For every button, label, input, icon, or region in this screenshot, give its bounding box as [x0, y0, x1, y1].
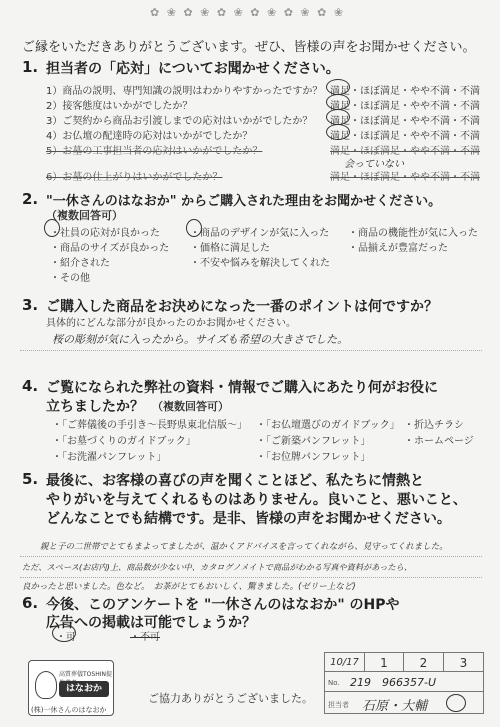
q2-option-1-label: 社員の応対が良かった [60, 228, 160, 239]
q3-answer-line [20, 350, 482, 351]
q4-title-line1: ご覧になられた弊社の資料・情報でご購入にあたり何がお役に [46, 380, 438, 396]
q2-option-5: ・価格に満足した [190, 243, 270, 254]
no-value: 219 966357-U [350, 676, 437, 689]
q2-option-3-label: 商品の機能性が気に入った [358, 228, 478, 239]
q1-row-1-circle [326, 79, 350, 95]
q3-answer: 桜の彫刻が気に入ったから。サイズも希望の大きさでした。 [52, 333, 349, 346]
q1-row-6 [46, 168, 486, 182]
q2-option-9-label: その他 [60, 273, 90, 284]
q6-option-no: ・不可 [130, 632, 160, 643]
q1-row-4 [46, 127, 486, 141]
q4-option-3: ・折込チラシ [404, 420, 464, 431]
q4-option-5: ・「ご新築パンフレット」 [256, 436, 371, 447]
q1-row-2-circle [326, 94, 350, 110]
q1-row-2-text: 2）接客態度はいかがでしたか？ [46, 101, 193, 112]
mascot-icon [35, 671, 57, 699]
q2-option-7: ・紹介された [50, 258, 110, 269]
q1-row-1 [46, 82, 486, 96]
q1-row-1-rating: 満足・ほぼ満足・やや不満・不満 [330, 86, 480, 97]
q1-row-6-rating: 満足・ほぼ満足・やや不満・不満 [330, 172, 480, 183]
q5-answer-line3: 良かったと思いました。色など。 お茶がとてもおいしく、驚きました。(ゼリー上など) [22, 582, 356, 592]
q6-option-yes-label: 可 [66, 632, 76, 643]
q2-option-1: ・社員の応対が良かった [50, 228, 160, 239]
no-label: No. [328, 679, 340, 687]
q2-number: 2. [22, 190, 39, 208]
staff-seal [446, 694, 466, 712]
q4-option-5-label: 「ご新築パンフレット」 [266, 436, 371, 447]
thanks-text: ご協力ありがとうございました。 [148, 692, 313, 705]
q5-title-line2: やりがいを与えてくれるものはありません。良いこと、悪いこと、 [46, 492, 467, 508]
q1-row-5 [46, 142, 486, 156]
q2-option-2: ・商品のデザインが気に入った [190, 228, 330, 239]
q5-title-line1: 最後に、お客様の喜びの声を聞くことほど、私たちに情熱と [46, 473, 424, 489]
q4-title-line2: 立ちましたか？ [46, 399, 144, 415]
q5-answer-line1: 親と子の二世帯でとてもまよってましたが、温かくアドバイスを言ってくれながら、見守ってくれました。 [40, 542, 448, 552]
q2-sub: （複数回答可） [46, 209, 123, 222]
q1-title: 担当者の「応対」についてお聞かせください。 [46, 61, 340, 77]
q5-answer-rule-2 [20, 577, 482, 578]
q2-title: "一休さんのはなおか" からご購入された理由をお聞かせください。 [46, 194, 442, 209]
q4-option-4: ・「お墓づくりのガイドブック」 [52, 436, 196, 447]
logo-name: はなおか [59, 681, 109, 697]
q3-number: 3. [22, 296, 39, 314]
staff-label: 担当者 [328, 701, 349, 709]
q1-row-4-circle [326, 124, 350, 140]
q1-row-5-text: 5）お墓の工事担当者の応対はいかがでしたか？ [46, 146, 263, 157]
q4-option-3-label: 折込チラシ [414, 420, 464, 431]
q3-sub: 具体的にどんな部分が良かったのかお聞かせください。 [46, 318, 296, 329]
q2-option-6-label: 品揃えが豊富だった [358, 243, 448, 254]
q2-option-9: ・その他 [50, 273, 90, 284]
q4-option-4-label: 「お墓づくりのガイドブック」 [62, 436, 196, 447]
q4-number: 4. [22, 377, 39, 395]
staff-value: 石原・大輔 [362, 699, 428, 714]
q1-row-3-text: 3）ご契約から商品お引渡しまでの応対はいかがでしたか？ [46, 116, 313, 127]
q6-option-yes-circle [52, 624, 76, 642]
q2-option-1-circle [44, 219, 60, 237]
q4-option-2-label: 「お仏壇選びのガイドブック」 [266, 420, 400, 431]
decorative-header: ✿ ❀ ✿ ❀ ✿ ❀ ✿ ❀ ✿ ❀ ✿ ❀ [150, 6, 346, 19]
q6-title-line1: 今後、このアンケートを "一休さんのはなおか" のHPや [46, 597, 400, 613]
q1-row-4-text: 4）お仏壇の配達時の応対はいかがでしたか？ [46, 131, 253, 142]
q3-title: ご購入した商品をお決めになった一番のポイントは何ですか？ [46, 299, 438, 315]
box-3: 3 [444, 652, 484, 672]
q1-row-3-rating: 満足・ほぼ満足・やや不満・不満 [330, 116, 480, 127]
q1-number: 1. [22, 58, 39, 76]
q4-option-8: ・「お位牌パンフレット」 [256, 452, 371, 463]
q5-number: 5. [22, 470, 39, 488]
q2-option-4: ・商品のサイズが良かった [50, 243, 170, 254]
q1-row-2-rating: 満足・ほぼ満足・やや不満・不満 [330, 101, 480, 112]
q5-title-line3: どんなことでも結構です。是非、皆様の声をお聞かせください。 [46, 511, 451, 527]
q1-row-6-text: 6）お墓の仕上がりはいかがでしたか？ [46, 172, 223, 183]
q6-title-line2: 広告への掲載は可能でしょうか？ [46, 615, 256, 631]
q2-option-8-label: 不安や悩みを解決してくれた [200, 258, 330, 269]
q4-option-6: ・ホームページ [404, 436, 474, 447]
q1-row-2 [46, 97, 486, 111]
intro-text: ご縁をいただきありがとうございます。ぜひ、皆様の声をお聞かせください。 [22, 40, 476, 55]
q4-option-7-label: 「お洗濯パンフレット」 [62, 452, 167, 463]
q2-option-2-label: 商品のデザインが気に入った [200, 228, 330, 239]
q1-row-1-text: 1）商品の説明、専門知識の説明はわかりやすかったですか？ [46, 86, 323, 97]
q2-option-2-circle [186, 219, 202, 237]
box-2: 2 [404, 652, 444, 672]
q1-row-3 [46, 112, 486, 126]
q1-row-3-circle [326, 109, 350, 125]
date-cell: 10/17 [324, 652, 364, 672]
q6-option-no-label: 不可 [140, 632, 160, 643]
q2-option-8: ・不安や悩みを解決してくれた [190, 258, 330, 269]
q2-option-6: ・品揃えが豊富だった [348, 243, 448, 254]
q5-answer-line2: ただ、スペース(お店内)上、商品数が少ない中、カタログノメイトで商品がわかる写真や資料があったら、 [22, 562, 413, 572]
q4-option-6-label: ホームページ [414, 436, 474, 447]
company-logo [28, 660, 114, 716]
q1-row-5-rating: 満足・ほぼ満足・やや不満・不満 [330, 146, 480, 157]
q6-option-yes: ・可 [56, 632, 76, 643]
box-1: 1 [364, 652, 404, 672]
q4-sub: （複数回答可） [152, 400, 229, 413]
q2-option-4-label: 商品のサイズが良かった [60, 243, 170, 254]
q4-option-7: ・「お洗濯パンフレット」 [52, 452, 167, 463]
q4-option-2: ・「お仏壇選びのガイドブック」 [256, 420, 400, 431]
q2-option-3: ・商品の機能性が気に入った [348, 228, 478, 239]
q5-answer-rule-1 [20, 556, 482, 557]
q4-option-8-label: 「お位牌パンフレット」 [266, 452, 371, 463]
q4-option-1-label: 「ご葬儀後の手引き～長野県東北信版～」 [62, 420, 247, 431]
logo-top-text: 高質葬儀TOSHIN提 [59, 671, 112, 678]
q2-option-7-label: 紹介された [60, 258, 110, 269]
q4-option-1: ・「ご葬儀後の手引き～長野県東北信版～」 [52, 420, 247, 431]
logo-caption: (株)一休さんのはなおか [31, 706, 107, 714]
q1-handwritten-note: 会っていない [344, 159, 404, 170]
q6-number: 6. [22, 594, 39, 612]
q1-row-4-rating: 満足・ほぼ満足・やや不満・不満 [330, 131, 480, 142]
q2-option-5-label: 価格に満足した [200, 243, 270, 254]
